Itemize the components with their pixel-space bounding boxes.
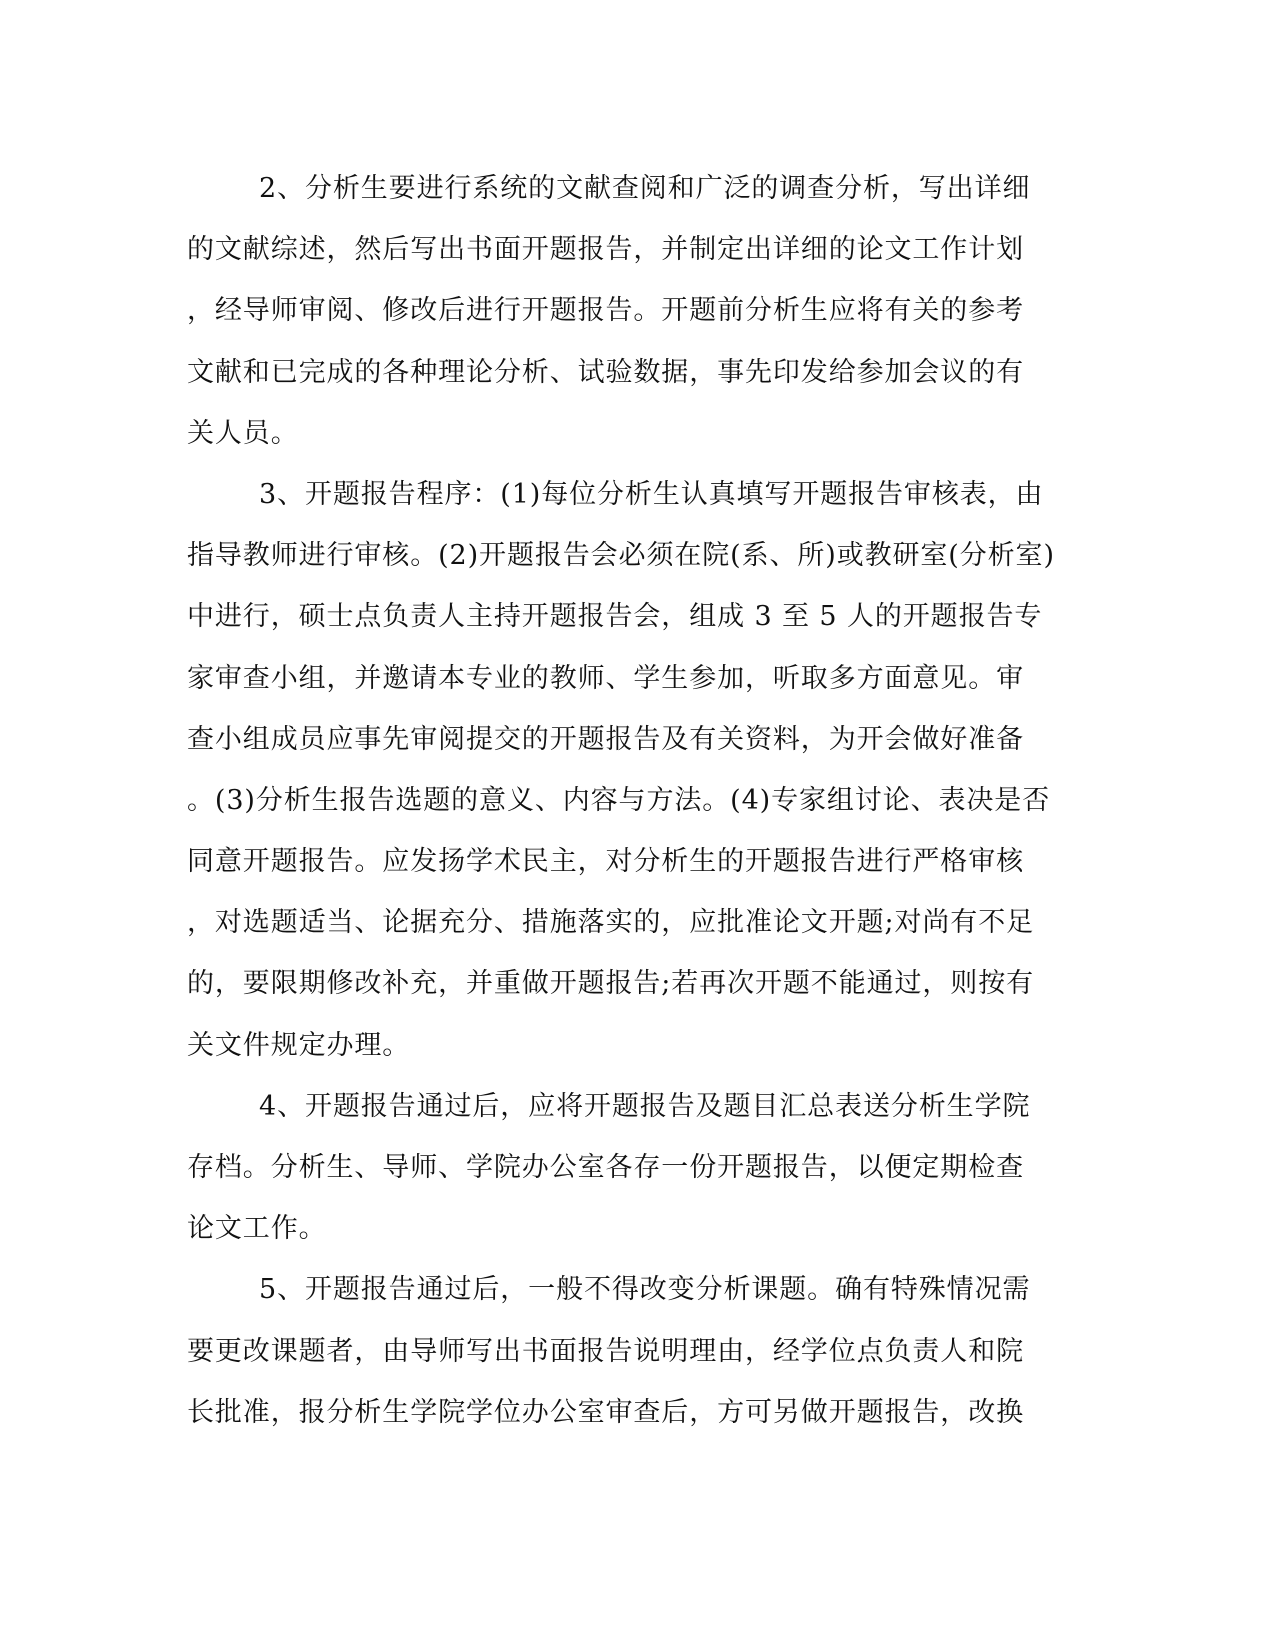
text-line: 文献和已完成的各种理论分析、试验数据，事先印发给参加会议的有 (187, 356, 1024, 388)
text-line: 关文件规定办理。 (187, 1029, 411, 1061)
text-line: 关人员。 (187, 417, 299, 449)
paragraph-4 (187, 1076, 1067, 1260)
text-line: ，经导师审阅、修改后进行开题报告。开题前分析生应将有关的参考 (187, 295, 1024, 327)
text-line: 存档。分析生、导师、学院办公室各存一份开题报告，以便定期检查 (187, 1152, 1024, 1183)
text-line: ，对选题适当、论据充分、措施落实的，应批准论文开题;对尚有不足 (187, 907, 1034, 939)
text-line: 中进行，硕士点负责人主持开题报告会，组成 3 至 5 人的开题报告专 (187, 601, 1043, 633)
paragraph-5 (187, 1259, 1067, 1443)
text-line: 5、开题报告通过后，一般不得改变分析课题。确有特殊情况需 (259, 1274, 1031, 1306)
text-line: 论文工作。 (187, 1213, 327, 1245)
text-line: 指导教师进行审核。(2)开题报告会必须在院(系、所)或教研室(分析室) (187, 540, 1055, 572)
paragraph-2 (187, 158, 1067, 464)
text-line: 查小组成员应事先审阅提交的开题报告及有关资料，为开会做好准备 (187, 723, 1024, 755)
text-line: 要更改课题者，由导师写出书面报告说明理由，经学位点负责人和院 (187, 1335, 1024, 1367)
text-line: 2、分析生要进行系统的文献查阅和广泛的调查分析，写出详细 (259, 173, 1031, 204)
text-line: 的文献综述，然后写出书面开题报告，并制定出详细的论文工作计划 (187, 234, 1024, 266)
text-line: 的，要限期修改补充，并重做开题报告;若再次开题不能通过，则按有 (187, 968, 1034, 1000)
paragraph-3 (187, 464, 1067, 1076)
document-body (187, 158, 1067, 1443)
text-line: 同意开题报告。应发扬学术民主，对分析生的开题报告进行严格审核 (187, 846, 1024, 878)
text-line: 。(3)分析生报告选题的意义、内容与方法。(4)专家组讨论、表决是否 (187, 784, 1051, 816)
text-line: 3、开题报告程序：(1)每位分析生认真填写开题报告审核表，由 (259, 478, 1044, 510)
text-line: 4、开题报告通过后，应将开题报告及题目汇总表送分析生学院 (259, 1090, 1031, 1122)
text-line: 长批准，报分析生学院学位办公室审查后，方可另做开题报告，改换 (187, 1396, 1024, 1428)
text-line: 家审查小组，并邀请本专业的教师、学生参加，听取多方面意见。审 (187, 662, 1024, 694)
